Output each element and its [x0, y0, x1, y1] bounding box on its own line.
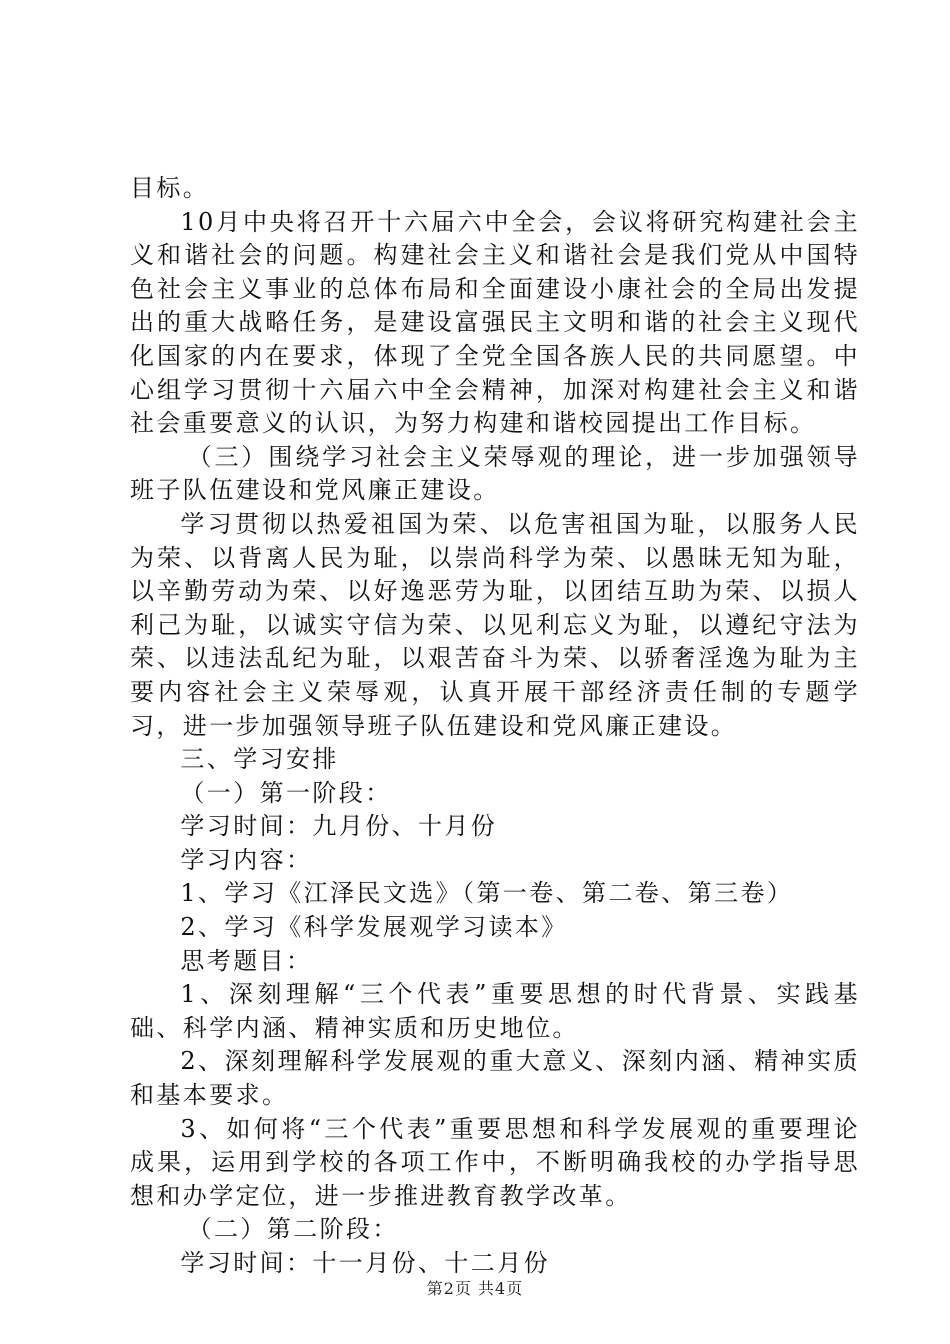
questions-label: 思考题目： — [180, 946, 313, 975]
stage-one-time: 学习时间：九月份、十月份 — [180, 812, 498, 841]
stage-one-content-item-2: 2、学习《科学发展观学习读本》 — [180, 913, 568, 942]
question-1: 1、深刻理解“三个代表”重要思想的时代背景、实践基础、科学内涵、精神实质和历史地位。 — [130, 980, 860, 1042]
section-heading-3: （三）围绕学习社会主义荣辱观的理论，进一步加强领导班子队伍建设和党风廉正建设。 — [130, 442, 860, 505]
question-2: 2、深刻理解科学发展观的重大意义、深刻内涵、精神实质和基本要求。 — [130, 1047, 860, 1110]
stage-two-time: 学习时间：十一月份、十二月份 — [180, 1249, 550, 1277]
stage-one-content-item-1: 1、学习《江泽民文选》（第一卷、第二卷、第三卷） — [180, 879, 794, 908]
question-3: 3、如何将“三个代表”重要思想和科学发展观的重要理论成果，运用到学校的各项工作中，不断明确我校的办学指导思想和办学定位，进一步推进教育教学改革。 — [130, 1114, 860, 1210]
paragraph-honor-disgrace: 学习贯彻以热爱祖国为荣、以危害祖国为耻，以服务人民为荣、以背离人民为耻，以崇尚科学为荣、以愚昧无知为耻，以辛勤劳动为荣、以好逸恶劳为耻，以团结互助为荣、以损人利己为耻，以诚实守信为荣、以见利忘义为耻，以遵纪守法为荣、以违法乱纪为耻，以艰苦奋斗为荣、以骄奢淫逸为耻为主要内容社会主义荣辱观，认真开展干部经济责任制的专题学习，进一步加强领导班子队伍建设和党风廉正建设。 — [130, 509, 860, 740]
paragraph-continuation: 目标。 — [130, 174, 210, 202]
paragraph-harmonious-society: 10月中央将召开十六届六中全会，会议将研究构建社会主义和谐社会的问题。构建社会主义和谐社会是我们党从中国特色社会主义事业的总体布局和全面建设小康社会的全局出发提出的重大战略任务，是建设富强民主文明和谐的社会主义现代化国家的内在要求，体现了全党全国各族人民的共同愿望。中心组学习贯彻十六届六中全会精神，加深对构建社会主义和谐社会重要意义的认识，为努力构建和谐校园提出工作目标。 — [130, 207, 860, 438]
stage-one-content-label: 学习内容： — [180, 845, 313, 874]
stage-two-heading: （二）第二阶段： — [187, 1215, 399, 1244]
stage-one-heading: （一）第一阶段： — [180, 778, 392, 807]
page-number-footer: 第2页 共4页 — [426, 1279, 524, 1298]
section-heading-study-arrangement: 三、学习安排 — [180, 745, 339, 774]
document-body — [130, 172, 860, 1281]
